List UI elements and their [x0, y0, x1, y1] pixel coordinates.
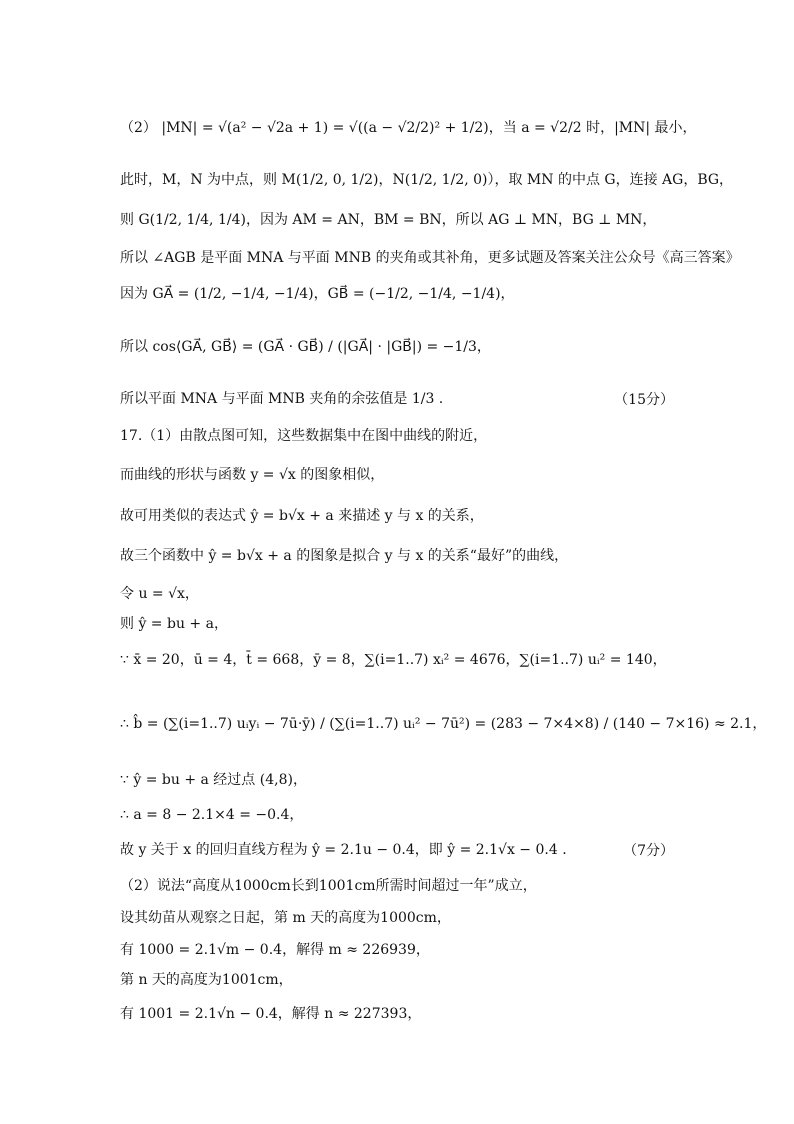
text-line: ∴ a = 8 − 2.1×4 = −0.4， [120, 807, 304, 823]
text-line: 设其幼苗从观察之日起，第 m 天的高度为1000cm， [120, 910, 451, 926]
text-line: 故 y 关于 x 的回归直线方程为 ŷ = 2.1u − 0.4，即 ŷ = 2.1√x − 0.4 . [120, 842, 567, 858]
text-line: 所以平面 MNA 与平面 MNB 夹角的余弦值是 1/3 . [120, 391, 444, 407]
text-line: 因为 GA⃗ = (1/2, −1/4, −1/4)，GB⃗ = (−1/2, −1/4, −1/4)， [120, 286, 515, 302]
text-line: （2）说法“高度从1000cm长到1001cm所需时间超过一年”成立， [120, 878, 537, 894]
text-line: 故三个函数中 ŷ = b√x + a 的图象是拟合 y 与 x 的关系“最好”的曲线， [120, 548, 569, 564]
text-line: 此时，M，N 为中点，则 M(1/2, 0, 1/2)，N(1/2, 1/2, 0)），取 MN 的中点 G，连接 AG，BG， [120, 172, 734, 188]
score-label: （15分） [614, 392, 674, 408]
text-line: （2） |MN| = √(a² − √2a + 1) = √((a − √2/2)² + 1/2)，当 a = √2/2 时，|MN| 最小， [120, 120, 697, 136]
text-line: 则 ŷ = bu + a， [120, 616, 228, 632]
text-line: 则 G(1/2, 1/4, 1/4)，因为 AM = AN，BM = BN，所以 AG ⊥ MN，BG ⊥ MN， [120, 212, 657, 228]
text-line: 17.（1）由散点图可知，这些数据集中在图中曲线的附近， [120, 428, 488, 444]
text-line: 有 1001 = 2.1√n − 0.4，解得 n ≈ 227393， [120, 1006, 422, 1022]
text-line: 所以 ∠AGB 是平面 MNA 与平面 MNB 的夹角或其补角，更多试题及答案关注公众号《高三答案》 [120, 250, 740, 266]
text-line: ∵ x̄ = 20，ū = 4，t̄ = 668，ȳ = 8，∑(i=1..7) xᵢ² = 4676，∑(i=1..7) uᵢ² = 140， [120, 652, 667, 668]
score-label: （7分） [623, 843, 674, 859]
text-line: ∵ ŷ = bu + a 经过点 (4,8)， [120, 772, 307, 788]
text-line: ∴ b̂ = (∑(i=1..7) uᵢyᵢ − 7ū·ȳ) / (∑(i=1..7) uᵢ² − 7ū²) = (283 − 7×4×8) / (140 − 7×16) ≈ 2.1， [120, 716, 767, 732]
text-line: 第 n 天的高度为1001cm， [120, 972, 293, 988]
text-line: 所以 cos⟨GA⃗, GB⃗⟩ = (GA⃗ · GB⃗) / (|GA⃗| · |GB⃗|) = −1/3， [120, 339, 491, 355]
text-line: 故可用类似的表达式 ŷ = b√x + a 来描述 y 与 x 的关系， [120, 508, 484, 524]
text-line: 令 u = √x， [120, 586, 199, 602]
text-line: 而曲线的形状与函数 y = √x 的图象相似， [120, 467, 385, 483]
text-line: 有 1000 = 2.1√m − 0.4，解得 m ≈ 226939， [120, 942, 430, 958]
